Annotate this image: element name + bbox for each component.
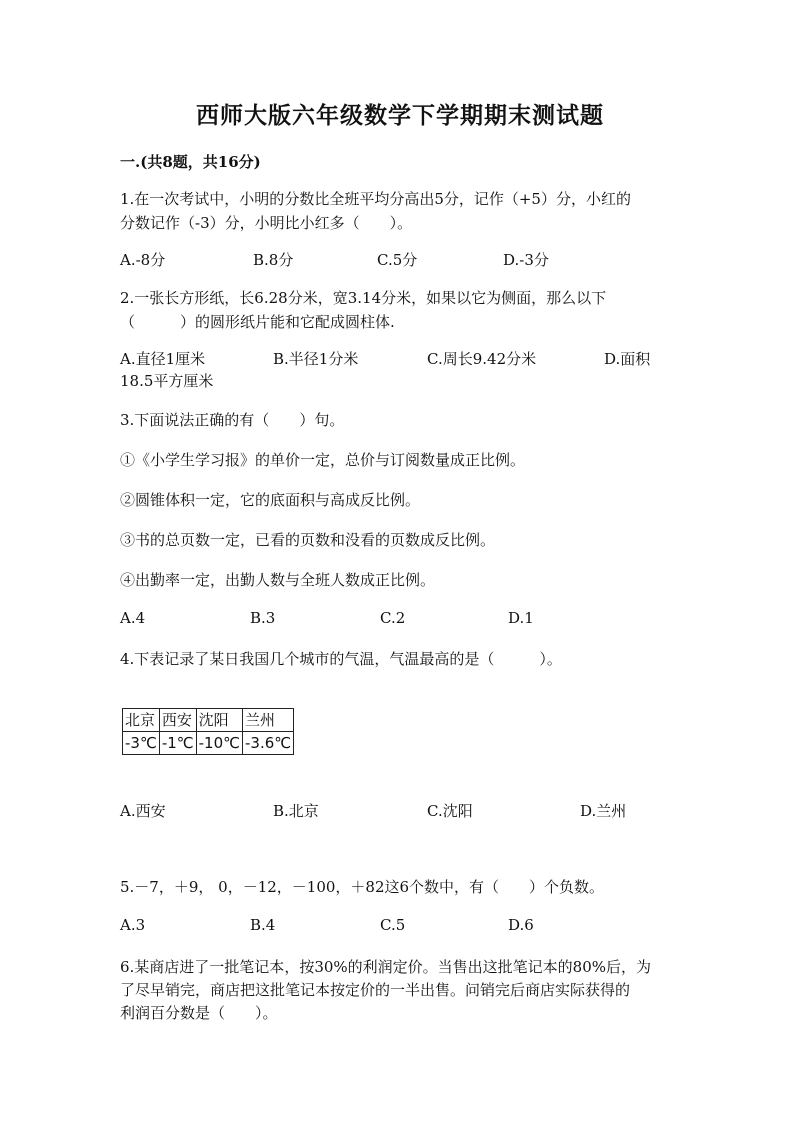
table-cell-temp: -3℃ bbox=[123, 732, 160, 755]
question-2-option-a: A.直径1厘米 bbox=[120, 350, 206, 368]
question-2-line-1: 2.一张长方形纸，长6.28分米，宽3.14分米，如果以它为侧面，那么以下 bbox=[120, 289, 607, 307]
question-6-line-1: 6.某商店进了一批笔记本，按30%的利润定价。当售出这批笔记本的80%后，为 bbox=[120, 958, 651, 976]
question-2-line-2: （ ）的圆形纸片能和它配成圆柱体. bbox=[120, 313, 395, 331]
question-2-option-c: C.周长9.42分米 bbox=[427, 350, 537, 368]
question-5-option-b: B.4 bbox=[250, 916, 276, 934]
question-4-option-a: A.西安 bbox=[120, 802, 166, 820]
question-3-option-c: C.2 bbox=[380, 609, 406, 627]
question-3-statement-2: ②圆锥体积一定，它的底面积与高成反比例。 bbox=[120, 491, 421, 509]
question-6-line-2: 了尽早销完，商店把这批笔记本按定价的一半出售。问销完后商店实际获得的 bbox=[120, 981, 631, 999]
section-heading: 一.(共8题，共16分) bbox=[120, 153, 261, 171]
question-2-option-b: B.半径1分米 bbox=[273, 350, 359, 368]
table-cell-temp: -10℃ bbox=[196, 732, 242, 755]
question-2-option-d-continued: 18.5平方厘米 bbox=[120, 372, 214, 390]
table-cell-city: 沈阳 bbox=[196, 709, 242, 732]
question-6-line-3: 利润百分数是（ ）。 bbox=[120, 1004, 278, 1022]
question-3-statement-4: ④出勤率一定，出勤人数与全班人数成正比例。 bbox=[120, 571, 436, 589]
question-3-option-a: A.4 bbox=[120, 609, 146, 627]
table-cell-city: 北京 bbox=[123, 709, 160, 732]
question-2-option-d: D.面积 bbox=[604, 350, 651, 368]
question-1-option-b: B.8分 bbox=[253, 251, 294, 269]
question-1-option-d: D.-3分 bbox=[503, 251, 549, 269]
page-title: 西师大版六年级数学下学期期末测试题 bbox=[196, 102, 604, 129]
question-5-option-a: A.3 bbox=[120, 916, 146, 934]
question-4-option-d: D.兰州 bbox=[580, 802, 627, 820]
table-row-temps bbox=[123, 732, 294, 755]
question-3-line-1: 3.下面说法正确的有（ ）句。 bbox=[120, 411, 345, 429]
question-5-option-c: C.5 bbox=[380, 916, 406, 934]
question-3-option-b: B.3 bbox=[250, 609, 276, 627]
temperature-table bbox=[122, 708, 294, 755]
question-3-statement-3: ③书的总页数一定，已看的页数和没看的页数成反比例。 bbox=[120, 531, 496, 549]
question-5-option-d: D.6 bbox=[508, 916, 534, 934]
table-row-cities bbox=[123, 709, 294, 732]
question-4-option-c: C.沈阳 bbox=[427, 802, 473, 820]
question-4-line-1: 4.下表记录了某日我国几个城市的气温，气温最高的是（ ）。 bbox=[120, 650, 562, 668]
question-1-line-2: 分数记作（-3）分，小明比小红多（ ）。 bbox=[120, 214, 413, 232]
question-1-line-1: 1.在一次考试中，小明的分数比全班平均分高出5分，记作（+5）分，小红的 bbox=[120, 190, 631, 208]
question-4-option-b: B.北京 bbox=[273, 802, 319, 820]
table-cell-city: 兰州 bbox=[242, 709, 293, 732]
table-cell-city: 西安 bbox=[159, 709, 196, 732]
question-3-statement-1: ①《小学生学习报》的单价一定，总价与订阅数量成正比例。 bbox=[120, 451, 526, 469]
question-1-option-c: C.5分 bbox=[377, 251, 418, 269]
table-cell-temp: -3.6℃ bbox=[242, 732, 293, 755]
question-3-option-d: D.1 bbox=[508, 609, 534, 627]
question-5-line-1: 5.－7，＋9， 0，－12，－100，＋82这6个数中，有（ ）个负数。 bbox=[120, 878, 605, 896]
question-1-option-a: A.-8分 bbox=[120, 251, 166, 269]
table-cell-temp: -1℃ bbox=[159, 732, 196, 755]
